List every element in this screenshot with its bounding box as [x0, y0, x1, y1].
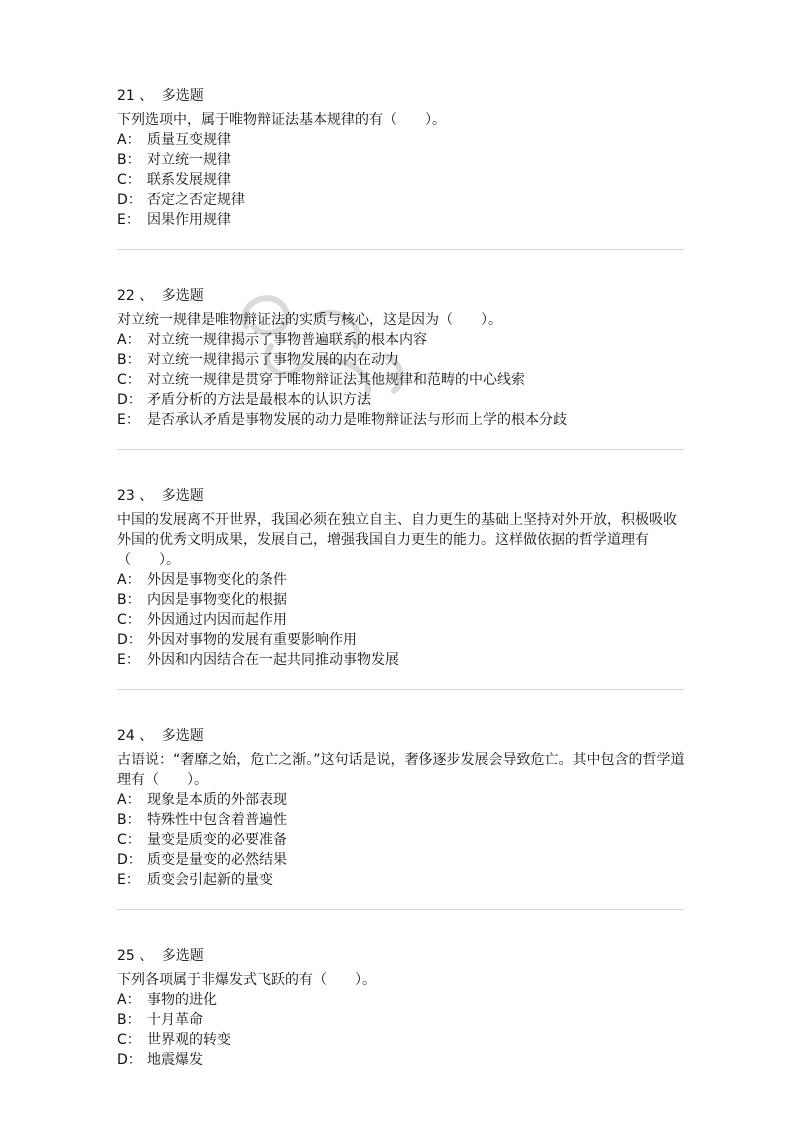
option-text: 联系发展规律 — [147, 172, 231, 188]
question-23 — [117, 486, 687, 670]
option-letter: A： — [117, 572, 141, 588]
option-letter: C： — [117, 372, 141, 388]
option-letter: D： — [117, 632, 142, 648]
question-25 — [117, 946, 687, 1070]
question-separator: 、 — [139, 728, 154, 744]
option-d[interactable] — [117, 630, 687, 650]
option-text: 对立统一规律 — [147, 152, 231, 168]
question-type: 多选题 — [161, 728, 204, 744]
option-letter: D： — [117, 192, 142, 208]
option-text: 外因对事物的发展有重要影响作用 — [147, 632, 357, 648]
option-text: 否定之否定规律 — [147, 192, 245, 208]
question-divider — [117, 449, 684, 450]
option-b[interactable] — [117, 350, 687, 370]
option-b[interactable] — [117, 1010, 687, 1030]
option-text: 矛盾分析的方法是最根本的认识方法 — [147, 392, 371, 408]
option-text: 对立统一规律是贯穿于唯物辩证法其他规律和范畴的中心线索 — [147, 372, 525, 388]
option-letter: E： — [117, 872, 140, 888]
question-type: 多选题 — [161, 488, 204, 504]
option-text: 事物的进化 — [147, 992, 217, 1008]
question-separator: 、 — [139, 88, 154, 104]
option-e[interactable] — [117, 870, 687, 890]
question-header — [117, 286, 687, 306]
option-d[interactable] — [117, 390, 687, 410]
option-e[interactable] — [117, 410, 687, 430]
question-number: 25 — [117, 948, 135, 964]
question-header — [117, 946, 687, 966]
option-letter: C： — [117, 832, 141, 848]
option-text: 世界观的转变 — [147, 1032, 231, 1048]
question-type: 多选题 — [161, 288, 204, 304]
option-text: 十月革命 — [147, 1012, 203, 1028]
question-21 — [117, 86, 687, 230]
question-22 — [117, 286, 687, 430]
option-letter: E： — [117, 412, 140, 428]
option-letter: C： — [117, 612, 141, 628]
question-divider — [117, 909, 684, 910]
option-text: 质变是量变的必然结果 — [147, 852, 287, 868]
question-divider — [117, 689, 684, 690]
option-letter: B： — [117, 812, 141, 828]
option-c[interactable] — [117, 830, 687, 850]
option-letter: A： — [117, 332, 141, 348]
option-text: 质量互变规律 — [147, 132, 231, 148]
option-letter: A： — [117, 132, 141, 148]
question-number: 24 — [117, 728, 135, 744]
question-number: 22 — [117, 288, 135, 304]
question-separator: 、 — [139, 288, 154, 304]
option-letter: A： — [117, 992, 141, 1008]
option-letter: E： — [117, 212, 140, 228]
question-stem: 中国的发展离不开世界，我国必须在独立自主、自力更生的基础上坚持对外开放，积极吸收外国的优秀文明成果，发展自己，增强我国自力更生的能力。这样做依据的哲学道理有（ ）。 — [117, 512, 677, 568]
option-text: 外因是事物变化的条件 — [147, 572, 287, 588]
option-letter: D： — [117, 392, 142, 408]
question-24 — [117, 726, 687, 890]
option-text: 内因是事物变化的根据 — [147, 592, 287, 608]
question-header — [117, 486, 687, 506]
option-text: 量变是质变的必要准备 — [147, 832, 287, 848]
option-text: 是否承认矛盾是事物发展的动力是唯物辩证法与形而上学的根本分歧 — [147, 412, 567, 428]
option-text: 地震爆发 — [147, 1052, 203, 1068]
option-text: 因果作用规律 — [147, 212, 231, 228]
option-text: 对立统一规律揭示了事物发展的内在动力 — [147, 352, 399, 368]
option-e[interactable] — [117, 650, 687, 670]
option-letter: B： — [117, 592, 141, 608]
option-letter: C： — [117, 172, 141, 188]
option-a[interactable] — [117, 570, 687, 590]
option-text: 外因和内因结合在一起共同推动事物发展 — [147, 652, 399, 668]
question-stem: 古语说：“奢靡之始，危亡之渐。”这句话是说，奢侈逐步发展会导致危亡。其中包含的哲学道理有（ ）。 — [117, 752, 685, 788]
question-header — [117, 86, 687, 106]
question-stem: 对立统一规律是唯物辩证法的实质与核心，这是因为（ ）。 — [117, 312, 502, 328]
option-d[interactable] — [117, 190, 687, 210]
option-c[interactable] — [117, 1030, 687, 1050]
option-text: 现象是本质的外部表现 — [147, 792, 287, 808]
option-a[interactable] — [117, 790, 687, 810]
option-text: 外因通过内因而起作用 — [147, 612, 287, 628]
option-text: 对立统一规律揭示了事物普遍联系的根本内容 — [147, 332, 427, 348]
option-b[interactable] — [117, 590, 687, 610]
option-d[interactable] — [117, 850, 687, 870]
question-number: 21 — [117, 88, 135, 104]
question-type: 多选题 — [161, 948, 204, 964]
question-separator: 、 — [139, 948, 154, 964]
question-divider — [117, 249, 684, 250]
option-letter: C： — [117, 1032, 141, 1048]
option-e[interactable] — [117, 210, 687, 230]
option-text: 质变会引起新的量变 — [147, 872, 273, 888]
option-b[interactable] — [117, 150, 687, 170]
option-c[interactable] — [117, 610, 687, 630]
option-c[interactable] — [117, 170, 687, 190]
option-letter: D： — [117, 1052, 142, 1068]
option-letter: B： — [117, 1012, 141, 1028]
option-letter: E： — [117, 652, 140, 668]
option-letter: D： — [117, 852, 142, 868]
option-letter: A： — [117, 792, 141, 808]
option-c[interactable] — [117, 370, 687, 390]
question-header — [117, 726, 687, 746]
question-type: 多选题 — [161, 88, 204, 104]
question-separator: 、 — [139, 488, 154, 504]
question-stem: 下列各项属于非爆发式飞跃的有（ ）。 — [117, 972, 376, 988]
option-a[interactable] — [117, 130, 687, 150]
option-letter: B： — [117, 352, 141, 368]
option-a[interactable] — [117, 990, 687, 1010]
option-d[interactable] — [117, 1050, 687, 1070]
option-a[interactable] — [117, 330, 687, 350]
option-text: 特殊性中包含着普遍性 — [147, 812, 287, 828]
question-stem: 下列选项中，属于唯物辩证法基本规律的有（ ）。 — [117, 112, 446, 128]
option-letter: B： — [117, 152, 141, 168]
question-number: 23 — [117, 488, 135, 504]
option-b[interactable] — [117, 810, 687, 830]
